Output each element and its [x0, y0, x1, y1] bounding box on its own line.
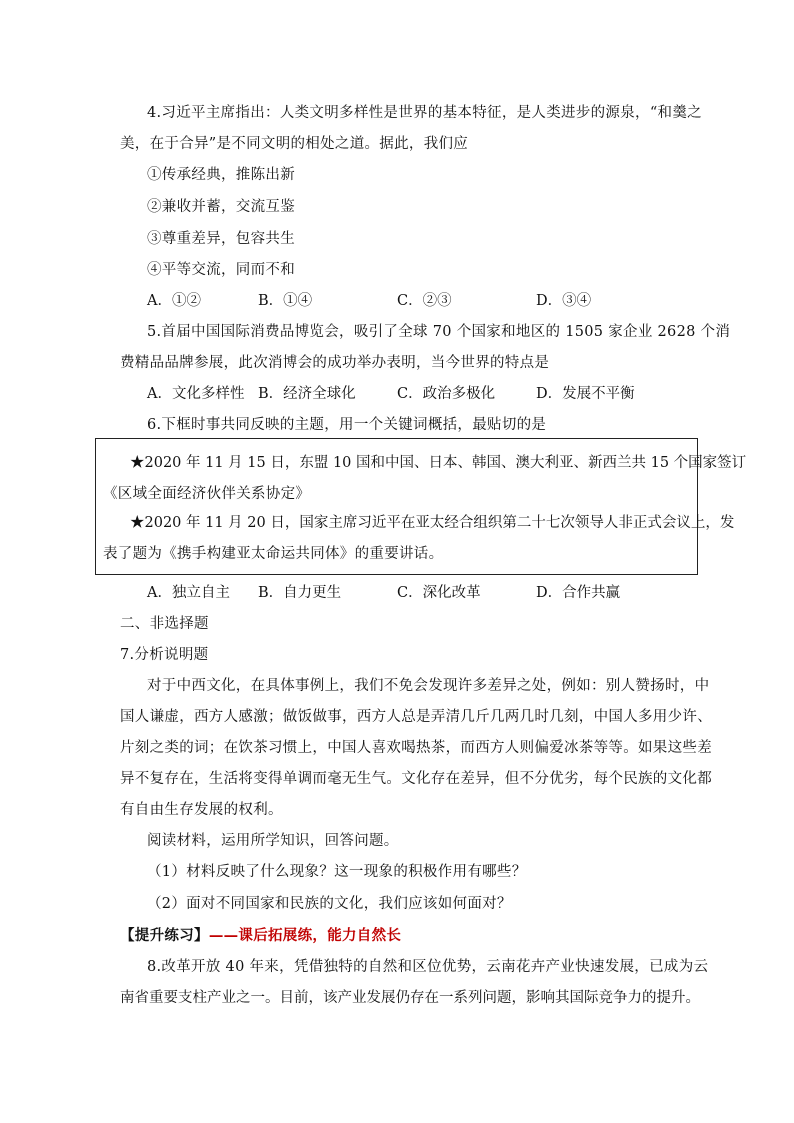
q7-title: 7.分析说明题	[120, 647, 209, 663]
q8-line2: 南省重要支柱产业之一。目前，该产业发展仍存在一系列问题，影响其国际竞争力的提升。	[120, 990, 700, 1006]
q5-option-d: D．发展不平衡	[536, 386, 635, 402]
q7-para-line2: 国人谦虚，西方人感激；做饭做事，西方人总是弄清几斤几两几时几刻，中国人多用少许、	[120, 709, 712, 725]
practice-heading	[120, 926, 401, 946]
q4-option-b: B．①④	[258, 293, 313, 309]
q7-subquestion-2: （2）面对不同国家和民族的文化，我们应该如何面对？	[147, 896, 512, 912]
q7-para-line1: 对于中西文化，在具体事例上，我们不免会发现许多差异之处，例如：别人赞扬时，中	[147, 678, 710, 694]
q6-option-d: D．合作共赢	[536, 585, 621, 601]
q6-box-line3: ★2020 年 11 月 20 日，国家主席习近平在亚太经合组织第二十七次领导人非正式会议上，发	[130, 515, 735, 531]
q4-item-2: ②兼收并蓄，交流互鉴	[147, 199, 295, 215]
q4-stem-line1: 4.习近平主席指出：人类文明多样性是世界的基本特征，是人类进步的源泉，“和羹之	[147, 105, 702, 121]
q4-option-a: A．①②	[147, 293, 201, 309]
q5-stem-line1: 5.首届中国国际消费品博览会，吸引了全球 70 个国家和地区的 1505 家企业 2628 个消	[147, 324, 731, 340]
q8-line1: 8.改革开放 40 年来，凭借独特的自然和区位优势，云南花卉产业快速发展，已成为云	[147, 959, 709, 975]
q4-option-d: D．③④	[536, 293, 592, 309]
practice-subtitle: ——课后拓展练，能力自然长	[208, 927, 402, 944]
q5-option-c: C．政治多极化	[397, 386, 496, 402]
q6-option-a: A．独立自主	[147, 585, 230, 601]
q4-item-3: ③尊重差异，包容共生	[147, 231, 295, 247]
q4-item-4: ④平等交流，同而不和	[147, 262, 295, 278]
q4-stem-line2: 美，在于合异”是不同文明的相处之道。据此，我们应	[120, 136, 469, 152]
q4-option-c: C．②③	[397, 293, 452, 309]
practice-label: 【提升练习】	[120, 927, 209, 944]
q5-option-a: A．文化多样性	[147, 386, 245, 402]
q4-item-1: ①传承经典，推陈出新	[147, 167, 295, 183]
q6-option-b: B．自力更生	[258, 585, 342, 601]
section-heading-nonchoice: 二、非选择题	[120, 616, 209, 632]
q6-stem: 6.下框时事共同反映的主题，用一个关键词概括，最贴切的是	[147, 417, 547, 433]
q7-para-line5: 有自由生存发展的权利。	[120, 802, 283, 818]
q6-box-line2: 《区域全面经济伙伴关系协定》	[103, 486, 311, 502]
q7-para-line3: 片刻之类的词；在饮茶习惯上，中国人喜欢喝热茶，而西方人则偏爱冰茶等等。如果这些差	[120, 740, 712, 756]
q5-option-b: B．经济全球化	[258, 386, 356, 402]
q7-subquestion-1: （1）材料反映了什么现象？这一现象的积极作用有哪些？	[147, 864, 527, 880]
q6-box-line1: ★2020 年 11 月 15 日，东盟 10 国和中国、日本、韩国、澳大利亚、新西兰共 15 个国家签订	[130, 455, 747, 471]
q5-stem-line2: 费精品品牌参展，此次消博会的成功举办表明，当今世界的特点是	[120, 355, 550, 371]
q6-box-line4: 表了题为《携手构建亚太命运共同体》的重要讲话。	[103, 546, 444, 562]
q6-option-c: C．深化改革	[397, 585, 481, 601]
q7-instruction: 阅读材料，运用所学知识，回答问题。	[147, 833, 399, 849]
q7-para-line4: 异不复存在，生活将变得单调而毫无生气。文化存在差异，但不分优劣，每个民族的文化都	[120, 771, 712, 787]
